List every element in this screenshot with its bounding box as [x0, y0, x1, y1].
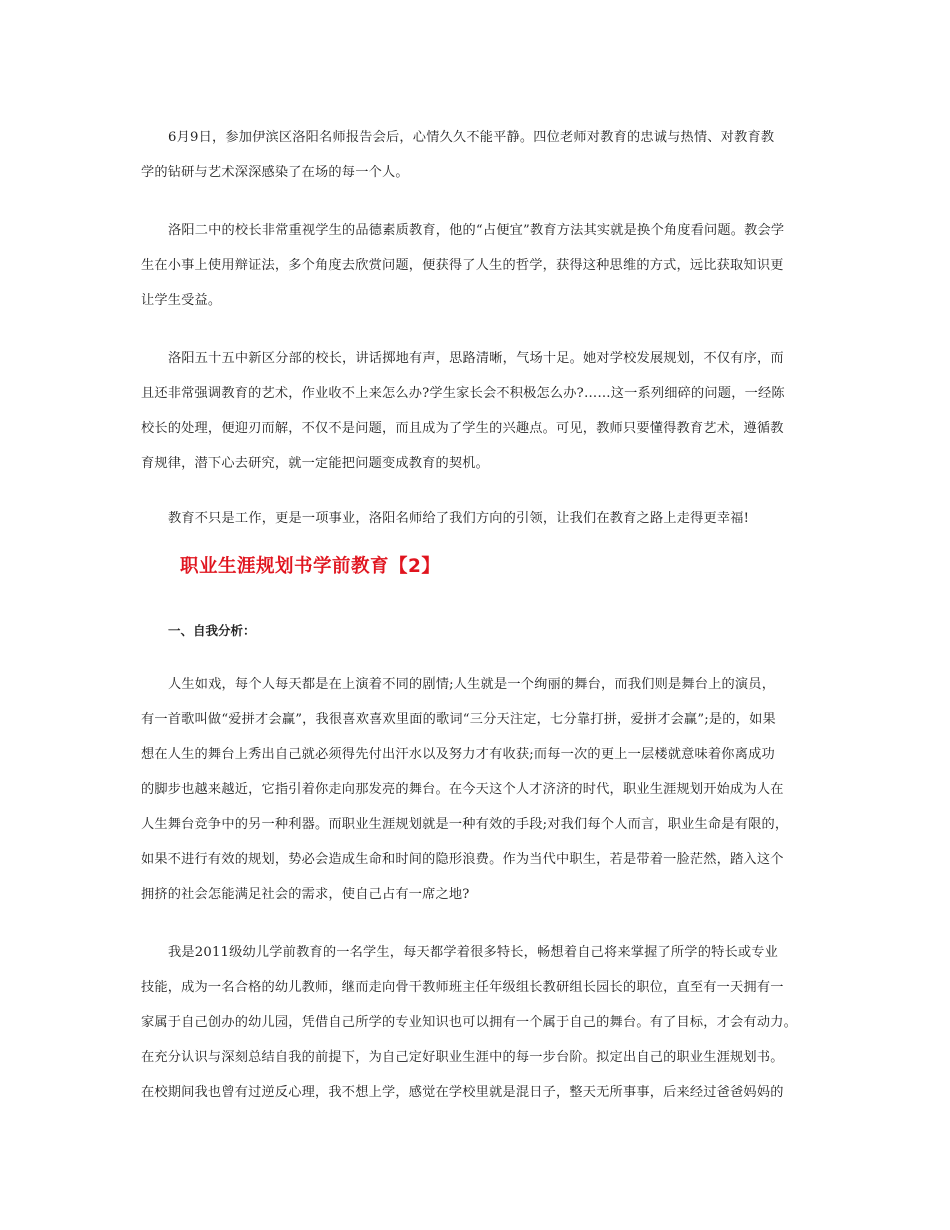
paragraph-4-line-1: 教育不只是工作，更是一项事业，洛阳名师给了我们方向的引领，让我们在教育之路上走得更幸福!	[168, 511, 750, 526]
paragraph-3-line-2: 且还非常强调教育的艺术，作业收不上来怎么办?学生家长会不积极怎么办?……这一系列细碎的问题，一经陈	[141, 386, 785, 401]
paragraph-3-line-3: 校长的处理，便迎刃而解，不仅不是问题，而且成为了学生的兴趣点。可见，教师只要懂得教育艺术，遵循教	[141, 421, 784, 436]
paragraph-1-line-1: 6月9日，参加伊滨区洛阳名师报告会后，心情久久不能平静。四位老师对教育的忠诚与热情、对教育教	[168, 130, 775, 145]
sub-heading: 一、自我分析：	[168, 623, 256, 638]
section-paragraph-1-line-1: 人生如戏，每个人每天都是在上演着不同的剧情;人生就是一个绚丽的舞台，而我们则是舞台上的演员，	[168, 677, 776, 692]
section-paragraph-1-line-5: 人生舞台竞争中的另一种利器。而职业生涯规划就是一种有效的手段;对我们每个人而言，职业生命是有限的，	[141, 817, 789, 832]
section-paragraph-1-line-2: 有一首歌叫做“爱拼才会赢”，我很喜欢喜欢里面的歌词“三分天注定，七分靠打拼，爱拼才会赢”;是的，如果	[141, 712, 776, 727]
section-paragraph-1-line-7: 拥挤的社会怎能满足社会的需求，使自己占有一席之地?	[141, 887, 470, 902]
section-paragraph-1-line-6: 如果不进行有效的规划，势必会造成生命和时间的隐形浪费。作为当代中职生，若是带着一脸茫然，踏入这个	[141, 852, 784, 867]
paragraph-3-line-1: 洛阳五十五中新区分部的校长，讲话掷地有声，思路清晰，气场十足。她对学校发展规划，不仅有序，而	[168, 351, 784, 366]
section-paragraph-1-line-4: 的脚步也越来越近，它指引着你走向那发亮的舞台。在今天这个人才济济的时代，职业生涯规划开始成为人在	[141, 782, 784, 797]
paragraph-3-line-4: 育规律，潜下心去研究，就一定能把问题变成教育的契机。	[141, 456, 490, 471]
section-paragraph-2-line-3: 家属于自己创办的幼儿园，凭借自己所学的专业知识也可以拥有一个属于自己的舞台。有了目标，才会有动力。	[141, 1015, 797, 1030]
section-paragraph-2-line-4: 在充分认识与深刻总结自我的前提下，为自己定好职业生涯中的每一步台阶。拟定出自己的职业生涯规划书。	[141, 1050, 784, 1065]
paragraph-2-line-2: 生在小事上使用辩证法，多个角度去欣赏问题，便获得了人生的哲学，获得这种思维的方式，远比获取知识更	[141, 258, 784, 273]
paragraph-1-line-2: 学的钻研与艺术深深感染了在场的每一个人。	[141, 165, 409, 180]
section-paragraph-2-line-2: 技能，成为一名合格的幼儿教师，继而走向骨干教师班主任年级组长教研组长园长的职位，直至有一天拥有一	[141, 980, 784, 995]
paragraph-2-line-1: 洛阳二中的校长非常重视学生的品德素质教育，他的“占便宜”教育方法其实就是换个角度看问题。教会学	[168, 223, 785, 238]
section-paragraph-2-line-5: 在校期间我也曾有过逆反心理，我不想上学，感觉在学校里就是混日子，整天无所事事，后来经过爸爸妈妈的	[141, 1085, 784, 1100]
section-paragraph-2-line-1: 我是2011级幼儿学前教育的一名学生，每天都学着很多特长，畅想着自己将来掌握了所学的特长或专业	[168, 945, 779, 960]
section-title: 职业生涯规划书学前教育【2】	[180, 556, 441, 577]
section-paragraph-1-line-3: 想在人生的舞台上秀出自己就必须得先付出汗水以及努力才有收获;而每一次的更上一层楼就意味着你离成功	[141, 747, 775, 762]
paragraph-2-line-3: 让学生受益。	[141, 293, 222, 308]
